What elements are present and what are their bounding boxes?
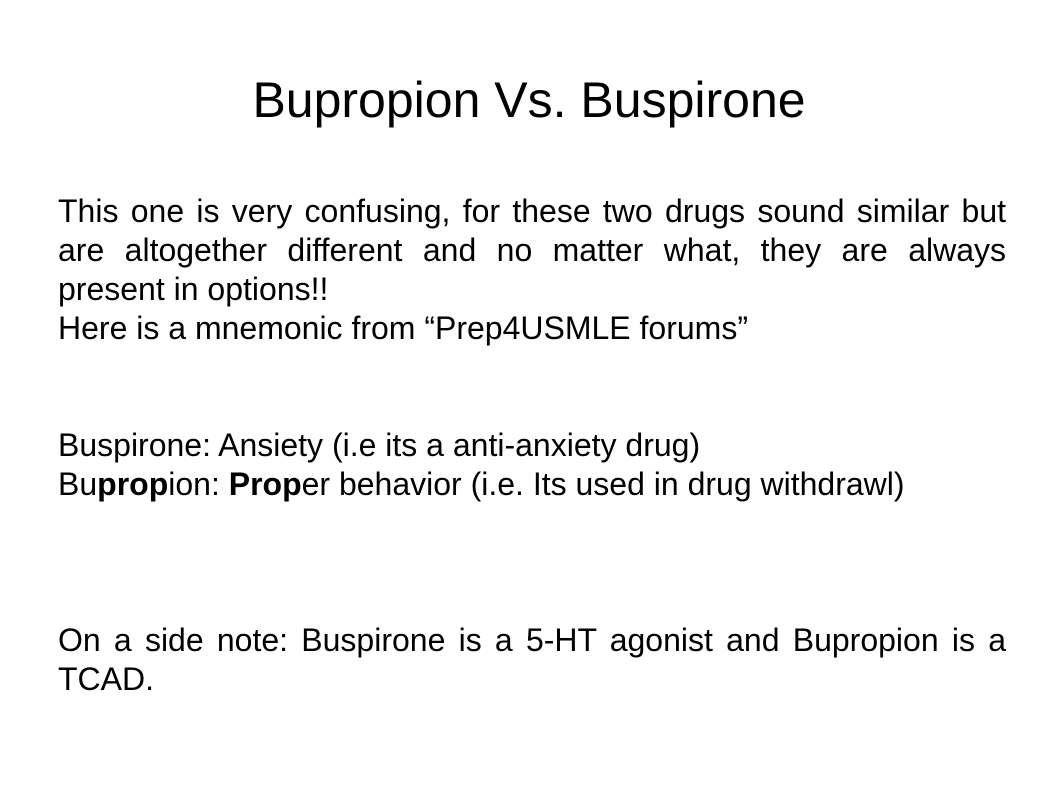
side-note: On a side note: Buspirone is a 5-HT agonist and Bupropion is a TCAD. xyxy=(58,622,1006,697)
intro-paragraph xyxy=(58,192,1006,348)
bupropion-mnemonic xyxy=(58,465,1006,504)
intro-text: This one is very confusing, for these two drugs sound similar but are altogether different and no matter what, they are always present in options!! xyxy=(58,193,1006,307)
slide-title: Bupropion Vs. Buspirone xyxy=(252,72,806,128)
bupropion-part-1: Bu xyxy=(58,466,98,502)
buspirone-mnemonic: Buspirone: Ansiety (i.e its a anti-anxiety drug) xyxy=(58,427,701,463)
bupropion-part-3: ion: xyxy=(168,466,229,502)
proper-bold-prop: Prop xyxy=(228,466,302,502)
mnemonic-source-line: Here is a mnemonic from “Prep4USMLE forums” xyxy=(58,310,748,346)
bupropion-part-5: er behavior (i.e. Its used in drug withdrawl) xyxy=(301,466,905,502)
bupropion-bold-prop: prop xyxy=(97,466,169,502)
mnemonics-block xyxy=(58,426,1006,504)
